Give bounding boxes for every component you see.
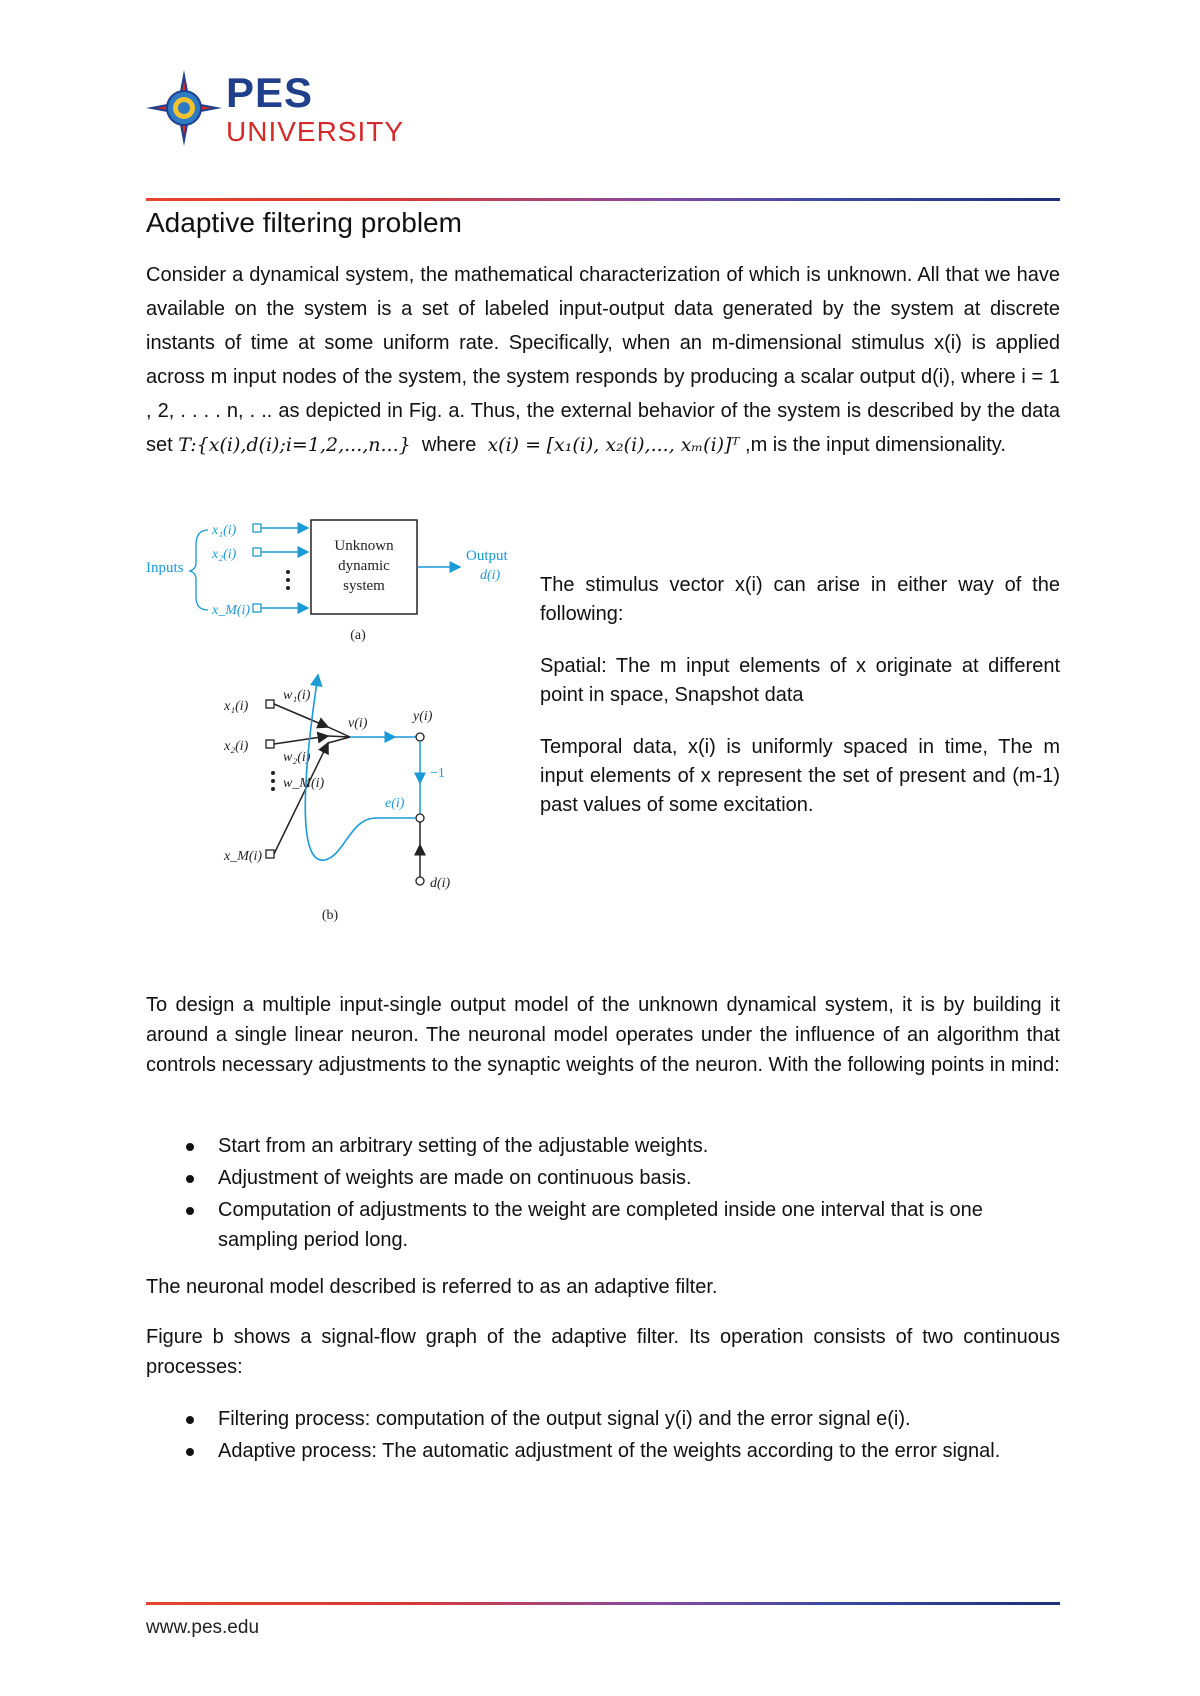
figure-b: [223, 675, 451, 923]
wm-label: w_M(i): [283, 776, 325, 791]
figure-b-paragraph: Figure b shows a signal-flow graph of the adaptive filter. Its operation consists of two continuous processes:: [146, 1326, 1060, 1378]
list-item: Adaptive process: The automatic adjustment of the weights according to the error signal.: [146, 1436, 1060, 1466]
logo-wordmark: PES: [226, 69, 314, 116]
bullet-icon: [186, 1448, 194, 1456]
figure-a: [146, 520, 509, 643]
footer-divider: [146, 1602, 1060, 1605]
design-points-list: [146, 1131, 1060, 1257]
error-feedback-path: [305, 675, 416, 860]
y-label: y(i): [413, 709, 433, 724]
bullet-icon: [186, 1416, 194, 1424]
dataset-expression: T:{x(i),d(i);i=1,2,...,n...}: [178, 434, 411, 456]
box-line-1: Unknown: [334, 538, 394, 554]
d-label: d(i): [430, 876, 451, 891]
box-line-2: dynamic: [338, 558, 390, 574]
output-label: Output: [466, 548, 508, 564]
bullet-icon: [186, 1175, 194, 1183]
intro-tail: ,m is the input dimensionality.: [745, 434, 1006, 456]
figure-b-caption: (b): [321, 908, 339, 923]
processes-list: [146, 1404, 1060, 1468]
v-label: v(i): [348, 716, 368, 731]
adaptive-filter-figure: [140, 515, 540, 925]
list-item: Adjustment of weights are made on continuous basis.: [146, 1163, 1060, 1193]
logo-subtitle: UNIVERSITY: [226, 116, 405, 147]
bullet-icon: [186, 1207, 194, 1215]
output-d-label: d(i): [480, 568, 501, 583]
section-title: Adaptive filtering problem: [146, 207, 462, 238]
stimulus-paragraph: The stimulus vector x(i) can arise in either way of the following:: [540, 574, 1060, 625]
where-word: where: [421, 434, 477, 456]
intro-paragraph: [146, 258, 1060, 462]
fig-b-xm-label: x_M(i): [224, 849, 263, 864]
footer-website[interactable]: www.pes.edu: [146, 1617, 260, 1638]
pes-university-logo: [146, 70, 406, 154]
input-vector-expression: [x₁(i), x₂(i),..., xₘ(i)]ᵀ: [546, 434, 740, 456]
box-line-3: system: [343, 578, 385, 594]
list-item: Computation of adjustments to the weight are completed inside one interval that is one sampling period long.: [146, 1195, 1060, 1255]
compass-star-icon: [146, 70, 222, 146]
figure-a-caption: (a): [350, 628, 366, 643]
minus-one-label: −1: [430, 766, 445, 781]
list-item: Filtering process: computation of the output signal y(i) and the error signal e(i).: [146, 1404, 1060, 1434]
fig-a-xm-label: x_M(i): [212, 603, 251, 618]
header-divider: [146, 198, 1060, 201]
list-item: Start from an arbitrary setting of the adjustable weights.: [146, 1131, 1060, 1161]
spatial-paragraph: Spatial: The m input elements of x originate at different point in space, Snapshot data: [540, 655, 1060, 706]
inputs-brace: [190, 530, 208, 610]
design-paragraph: To design a multiple input-single output model of the unknown dynamical system, it is by building it around a single linear neuron. The neuronal model operates under the influence of an algorithm that controls necessary adjustments to the synaptic weights of the neuron. With the following points in mind:: [146, 994, 1060, 1076]
fig-a-x2-label: x₂(i): [212, 547, 237, 562]
fig-b-x2-label: x₂(i): [224, 739, 249, 754]
fig-b-x1-label: x₁(i): [224, 699, 249, 714]
bullet-icon: [186, 1143, 194, 1151]
adaptive-filter-paragraph: The neuronal model described is referred to as an adaptive filter.: [146, 1276, 718, 1298]
x-definition: x(i) =: [487, 434, 542, 456]
fig-a-x1-label: x₁(i): [212, 523, 237, 538]
e-label: e(i): [385, 796, 405, 811]
temporal-paragraph: Temporal data, x(i) is uniformly spaced in time, The m input elements of x represent the set of present and (m-1) past values of some excitation.: [540, 736, 1060, 816]
w2-label: w₂(i): [283, 750, 311, 765]
w1-label: w₁(i): [283, 688, 311, 703]
intro-text: Consider a dynamical system, the mathematical characterization of which is unknown. All that we have available on the system is a set of labeled input-output data generated by the system at discrete instants of time at some uniform rate. Specifically, when an m-dimensional stimulus x(i) is applied across m input nodes of the system, the system responds by producing a scalar output d(i), where i = 1 , 2, . . . . n, . .. as depicted in Fig. a. Thus, the external behavior of the system is described by the data set: [146, 264, 1060, 456]
inputs-label: Inputs: [146, 560, 184, 576]
